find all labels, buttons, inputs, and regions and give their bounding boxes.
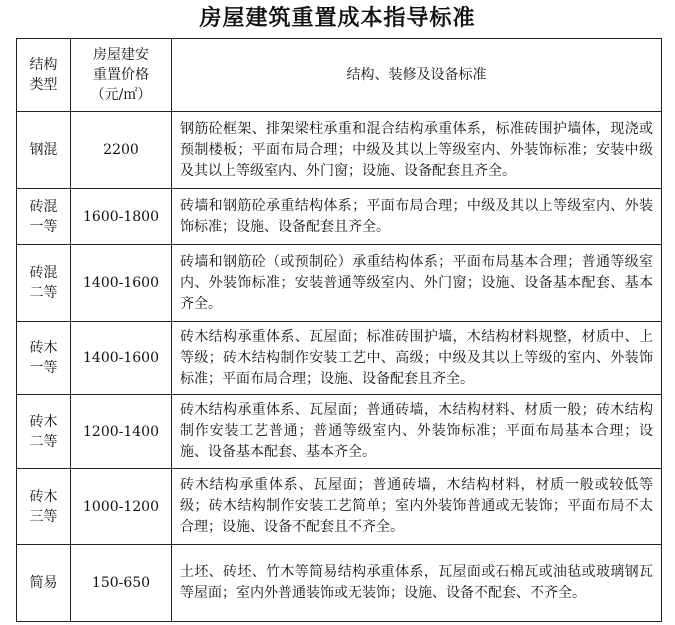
row-type-line2: 二等 [29,285,58,301]
row-price: 1400-1600 [71,245,172,322]
table-row [17,545,662,622]
row-type-line1: 砖木 [29,413,58,430]
row-structure-type [17,112,71,189]
row-structure-type [17,245,71,322]
table-row [17,245,662,322]
header-description: 结构、装修及设备标准 [172,39,662,112]
row-description: 砖墙和钢筋砼（或预制砼）承重结构体系；平面布局基本合理；普通等级室内、外装饰标准；安装普通等级室内、外门窗；设施、设备基本配套、基本齐全。 [172,245,662,322]
table-row [17,322,662,395]
row-type-line1: 简易 [29,575,58,591]
row-type-line2: 二等 [29,433,58,450]
row-structure-type [17,322,71,395]
row-description: 砖木结构承重体系、瓦屋面；普通砖墙，木结构材料、材质一般；砖木结构制作安装工艺普通；普通等级室内、外装饰标准；平面布局基本合理；设施、设备基本配套、基本齐全。 [172,395,662,469]
header-structure-type [17,39,71,112]
row-price: 1000-1200 [71,469,172,545]
header-price-line1: 房屋建安 [93,47,149,63]
row-type-line2: 一等 [29,360,58,376]
row-price: 1600-1800 [71,189,172,245]
row-price: 1200-1400 [71,395,172,469]
row-structure-type [17,189,71,245]
row-structure-type [17,469,71,545]
header-price [71,39,172,112]
row-type-line1: 砖木 [29,488,58,505]
row-type-line1: 钢混 [29,142,58,158]
table-row [17,112,662,189]
table-row [17,395,662,469]
row-type-line1: 砖混 [29,198,58,215]
table-row [17,189,662,245]
header-price-line2: 重置价格 [93,67,149,83]
table-row [17,469,662,545]
row-structure-type [17,545,71,622]
row-description: 土坯、砖坯、竹木等简易结构承重体系，瓦屋面或石棉瓦或油毡或玻璃钢瓦等屋面；室内外普通装饰或无装饰；设施、设备不配套、不齐全。 [172,545,662,622]
row-price: 1400-1600 [71,322,172,395]
row-type-line1: 砖木 [29,340,58,356]
row-type-line2: 一等 [29,218,58,235]
table-header-row [17,39,662,112]
row-description: 砖木结构承重体系、瓦屋面；标准砖围护墙，木结构材料规整，材质中、上等级；砖木结构制作安装工艺中、高级；中级及其以上等级的室内、外装饰标准；平面布局合理；设施、设备配套且齐全。 [172,322,662,395]
row-price: 150-650 [71,545,172,622]
row-description: 砖木结构承重体系、瓦屋面；普通砖墙，木结构材料，材质一般或较低等级；砖木结构制作安装工艺简单；室内外装饰普通或无装饰；平面布局不太合理；设施、设备不配套且不齐全。 [172,469,662,545]
row-description: 钢筋砼框架、排架梁柱承重和混合结构承重体系，标准砖围护墙体，现浇或预制楼板；平面布局合理；中级及其以上等级室内、外装饰标准；安装中级及其以上等级室内、外门窗；设施、设备配套且齐全。 [172,112,662,189]
row-type-line1: 砖混 [29,265,58,281]
cost-standard-table [16,38,662,622]
row-price: 2200 [71,112,172,189]
row-structure-type [17,395,71,469]
header-type-line1: 结构 [29,57,58,73]
row-type-line2: 三等 [29,508,58,525]
document-title: 房屋建筑重置成本指导标准 [199,5,476,31]
header-price-line3: （元/㎡） [90,87,152,103]
row-description: 砖墙和钢筋砼承重结构体系；平面布局合理；中级及其以上等级室内、外装饰标准；设施、设备配套且齐全。 [172,189,662,245]
header-type-line2: 类型 [29,77,58,93]
